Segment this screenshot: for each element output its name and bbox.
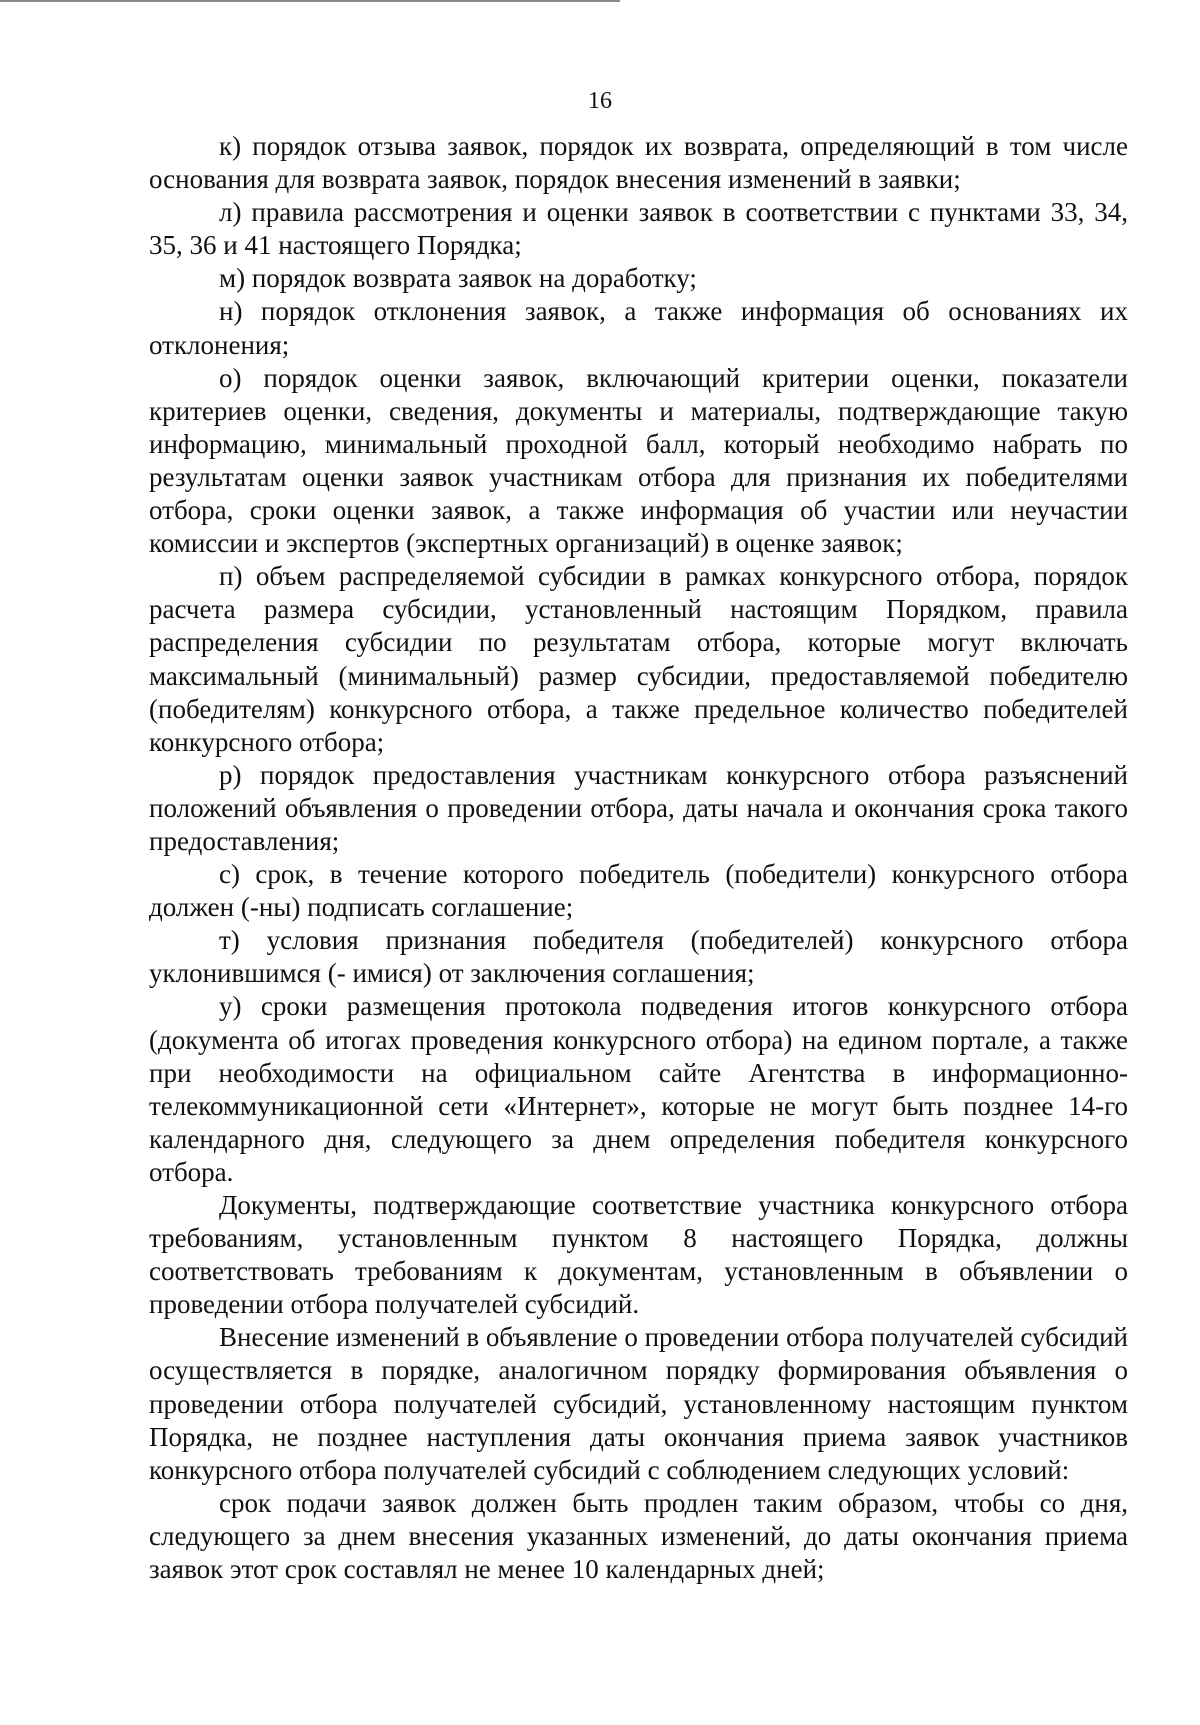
paragraph-item-n: н) порядок отклонения заявок, а также информация об основаниях их отклонения;: [149, 296, 1128, 360]
paragraph-item-p: п) объем распределяемой субсидии в рамках конкурсного отбора, порядок расчета размера субсидии, установленный настоящим Порядком, правила распределения субсидии по результатам отбора, которые могут включать максимальный (минимальный) размер субсидии, предоставляемой победителю (победителям) конкурсного отбора, а также предельное количество победителей конкурсного отбора;: [149, 561, 1128, 757]
paragraph-announcement-changes: Внесение изменений в объявление о проведении отбора получателей субсидий осуществляется в порядке, аналогичном порядку формирования объявления о проведении отбора получателей субсидий, установленному настоящим пунктом Порядка, не позднее наступления даты окончания приема заявок участников конкурсного отбора получателей субсидий с соблюдением следующих условий:: [149, 1322, 1128, 1485]
document-body: [149, 130, 1128, 1586]
paragraph-item-l: л) правила рассмотрения и оценки заявок в соответствии с пунктами 33, 34, 35, 36 и 41 настоящего Порядка;: [149, 197, 1128, 261]
paragraph-item-u: у) сроки размещения протокола подведения итогов конкурсного отбора (документа об итогах проведения конкурсного отбора) на едином портале, а также при необходимости на официальном сайте Агентства в информационно-телекоммуникационной сети «Интернет», которые не могут быть позднее 14-го календарного дня, следующего за днем определения победителя конкурсного отбора.: [149, 991, 1128, 1187]
paragraph-item-o: о) порядок оценки заявок, включающий критерии оценки, показатели критериев оценки, сведения, документы и материалы, подтверждающие такую информацию, минимальный проходной балл, который необходимо набрать по результатам оценки заявок участникам отбора для признания их победителями отбора, сроки оценки заявок, а также информация об участии или неучастии комиссии и экспертов (экспертных организаций) в оценке заявок;: [149, 362, 1128, 559]
paragraph-deadline-extension: срок подачи заявок должен быть продлен таким образом, чтобы со дня, следующего за днем внесения указанных изменений, до даты окончания приема заявок этот срок составлял не менее 10 календарных дней;: [149, 1487, 1128, 1585]
paragraph-item-s: с) срок, в течение которого победитель (победители) конкурсного отбора должен (-ны) подписать соглашение;: [149, 859, 1128, 923]
paragraph-item-k: к) порядок отзыва заявок, порядок их возврата, определяющий в том числе основания для возврата заявок, порядок внесения изменений в заявки;: [149, 131, 1128, 195]
paragraph-item-t: т) условия признания победителя (победителей) конкурсного отбора уклонившимся (- имися) от заключения соглашения;: [149, 925, 1128, 989]
paragraph-documents-requirements: Документы, подтверждающие соответствие участника конкурсного отбора требованиям, установленным пунктом 8 настоящего Порядка, должны соответствовать требованиям к документам, установленным в объявлении о проведении отбора получателей субсидий.: [149, 1190, 1128, 1320]
paragraph-item-m: м) порядок возврата заявок на доработку;: [219, 263, 697, 294]
paragraph-item-r: р) порядок предоставления участникам конкурсного отбора разъяснений положений объявления о проведении отбора, даты начала и окончания срока такого предоставления;: [149, 759, 1128, 856]
scan-edge-line: [0, 0, 620, 2]
page-number: 16: [588, 88, 612, 114]
